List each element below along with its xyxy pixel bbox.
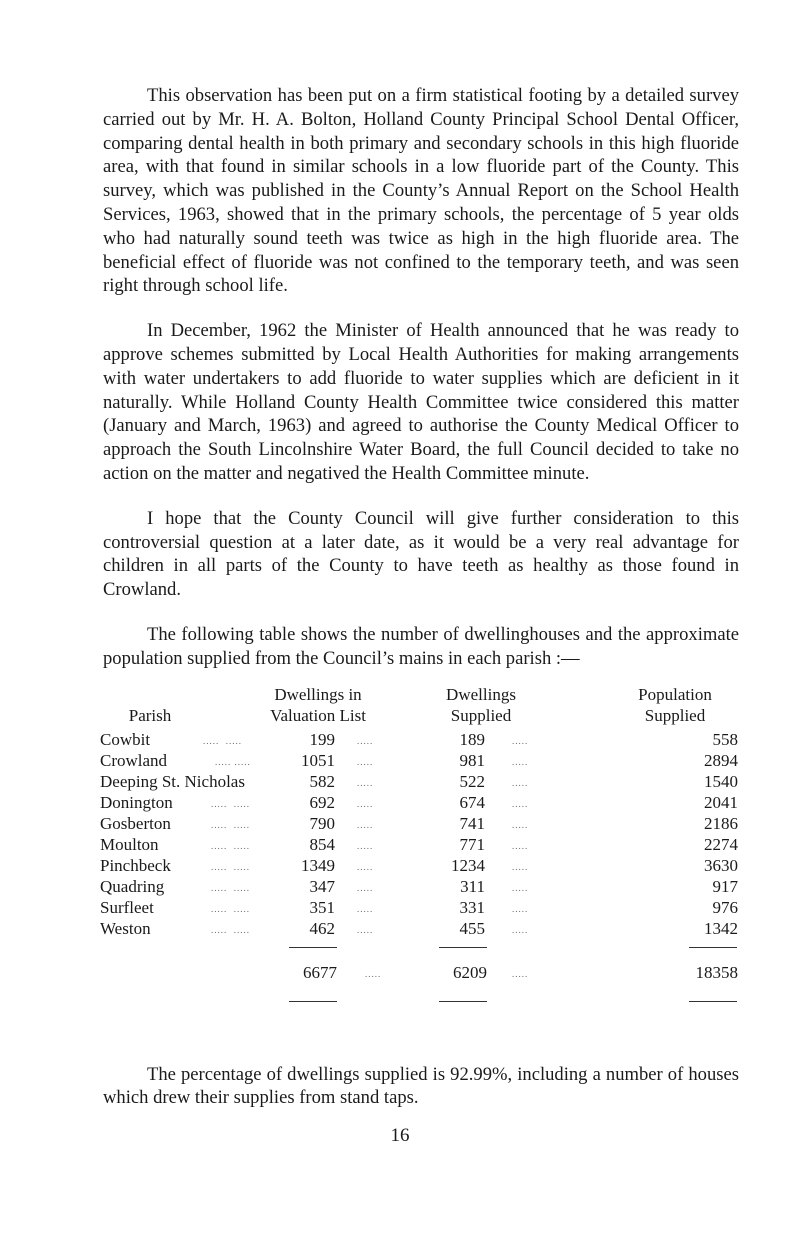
cell-supplied: 674 xyxy=(459,792,485,812)
leader-dots: ..... xyxy=(512,819,529,830)
leader-dots: ..... xyxy=(357,903,374,914)
leader-dots: ..... ..... xyxy=(211,903,250,914)
leader-dots: ..... xyxy=(357,924,374,935)
paragraph-minister: In December, 1962 the Minister of Health announced that he was ready to approve schemes submitted by Local Health Authorities for making arrangements with water undertakers to add fluoride to water supplies which are deficient in it naturally. While Holland County Health Committee twice considered this matter (January and March, 1963) and agreed to authorise the County Medical Officer to approach the South Lincolnshire Water Board, the full Council decided to take no action on the matter and negatived the Health Committee minute. xyxy=(103,320,739,484)
leader-dots: ..... ..... xyxy=(211,882,250,893)
leader-dots: ..... xyxy=(512,777,529,788)
leader-dots: ..... xyxy=(357,756,374,767)
paragraph-percentage: The percentage of dwellings supplied is 92.99%, including a number of houses which drew their supplies from stand taps. xyxy=(103,1063,739,1109)
leader-dots: ..... xyxy=(512,861,529,872)
leader-dots: ..... xyxy=(357,882,374,893)
cell-supplied: 311 xyxy=(460,876,485,896)
cell-parish: Cowbit xyxy=(100,729,151,749)
cell-population: 2186 xyxy=(704,813,738,833)
bottom-rule-population xyxy=(689,1001,737,1002)
cell-valuation: 199 xyxy=(309,729,335,749)
cell-valuation: 790 xyxy=(309,813,335,833)
total-population: 18358 xyxy=(695,962,738,982)
cell-supplied: 189 xyxy=(459,729,485,749)
total-rule-supplied xyxy=(439,947,487,948)
leader-dots: ..... ..... xyxy=(211,840,250,851)
leader-dots: ..... xyxy=(365,968,382,979)
cell-population: 558 xyxy=(712,729,738,749)
cell-population: 2041 xyxy=(704,792,738,812)
header-population-line1: Population xyxy=(638,684,712,704)
leader-dots: ..... ..... xyxy=(215,756,251,767)
paragraph-table-intro: The following table shows the number of dwellinghouses and the approximate population supplied from the Council’s mains in each parish :— xyxy=(103,623,739,669)
cell-parish: Quadring xyxy=(100,876,165,896)
cell-valuation: 1051 xyxy=(301,750,335,770)
header-population-line2: Supplied xyxy=(644,705,706,725)
leader-dots: ..... xyxy=(512,798,529,809)
leader-dots: ..... xyxy=(512,968,529,979)
cell-parish: Surfleet xyxy=(100,897,154,917)
cell-supplied: 522 xyxy=(459,771,485,791)
page-number: 16 xyxy=(390,1125,410,1146)
leader-dots: ..... xyxy=(357,777,374,788)
cell-population: 1540 xyxy=(704,771,738,791)
paragraph-survey: This observation has been put on a firm statistical footing by a detailed survey carried out by Mr. H. A. Bolton, Holland County Principal School Dental Officer, comparing dental health in both primary and secondary schools in this high fluoride area, with that found in similar schools in a low fluoride part of the County. This survey, which was published in the County’s Annual Report on the School Health Services, 1963, showed that in the primary schools, the percentage of 5 year olds who had naturally sound teeth was twice as high in the high fluoride area. The beneficial effect of fluoride was not confined to the temporary teeth, and was seen right through school life. xyxy=(103,85,739,297)
cell-valuation: 1349 xyxy=(301,855,335,875)
document-page xyxy=(100,84,739,1131)
leader-dots: ..... xyxy=(357,861,374,872)
cell-supplied: 1234 xyxy=(451,855,485,875)
header-supplied-line2: Supplied xyxy=(450,705,512,725)
cell-valuation: 582 xyxy=(309,771,335,791)
cell-population: 1342 xyxy=(704,918,738,938)
cell-supplied: 771 xyxy=(459,834,485,854)
cell-valuation: 854 xyxy=(309,834,335,854)
cell-parish: Deeping St. Nicholas xyxy=(100,771,245,791)
leader-dots: ..... xyxy=(512,735,529,746)
leader-dots: ..... xyxy=(512,756,529,767)
leader-dots: ..... xyxy=(357,840,374,851)
cell-parish: Pinchbeck xyxy=(100,855,171,875)
leader-dots: ..... ..... xyxy=(211,924,250,935)
cell-valuation: 462 xyxy=(309,918,335,938)
leader-dots: ..... xyxy=(512,840,529,851)
total-rule-valuation xyxy=(289,947,337,948)
total-supplied: 6209 xyxy=(453,962,487,982)
bottom-rule-supplied xyxy=(439,1001,487,1002)
total-valuation: 6677 xyxy=(303,962,337,982)
paragraph-hope: I hope that the County Council will give further consideration to this controversial question at a later date, as it would be a very real advantage for children in all parts of the County to have teeth as healthy as those found in Crowland. xyxy=(103,507,739,601)
header-valuation-line2: Valuation List xyxy=(270,705,366,725)
leader-dots: ..... xyxy=(512,924,529,935)
cell-valuation: 347 xyxy=(309,876,335,896)
leader-dots: ..... xyxy=(512,882,529,893)
leader-dots: ..... ..... xyxy=(211,819,250,830)
cell-population: 976 xyxy=(712,897,738,917)
cell-valuation: 351 xyxy=(309,897,335,917)
cell-parish: Weston xyxy=(100,918,151,938)
cell-supplied: 331 xyxy=(459,897,485,917)
leader-dots: ..... ..... xyxy=(211,861,250,872)
cell-population: 917 xyxy=(712,876,738,896)
header-supplied-line1: Dwellings xyxy=(446,684,516,704)
parish-table xyxy=(100,683,739,1063)
cell-parish: Crowland xyxy=(100,750,168,770)
leader-dots: ..... xyxy=(512,903,529,914)
cell-parish: Donington xyxy=(100,792,173,812)
cell-population: 2894 xyxy=(704,750,738,770)
header-parish: Parish xyxy=(128,705,172,725)
leader-dots: ..... ..... xyxy=(211,798,250,809)
leader-dots: ..... xyxy=(357,819,374,830)
cell-supplied: 981 xyxy=(459,750,485,770)
leader-dots: ..... xyxy=(357,798,374,809)
cell-population: 3630 xyxy=(704,855,738,875)
cell-valuation: 692 xyxy=(309,792,335,812)
leader-dots: ..... ..... xyxy=(203,735,242,746)
total-rule-population xyxy=(689,947,737,948)
cell-supplied: 455 xyxy=(459,918,485,938)
cell-parish: Moulton xyxy=(100,834,159,854)
leader-dots: ..... xyxy=(357,735,374,746)
header-valuation-line1: Dwellings in xyxy=(274,684,362,704)
bottom-rule-valuation xyxy=(289,1001,337,1002)
cell-population: 2274 xyxy=(704,834,738,854)
cell-supplied: 741 xyxy=(459,813,485,833)
cell-parish: Gosberton xyxy=(100,813,171,833)
